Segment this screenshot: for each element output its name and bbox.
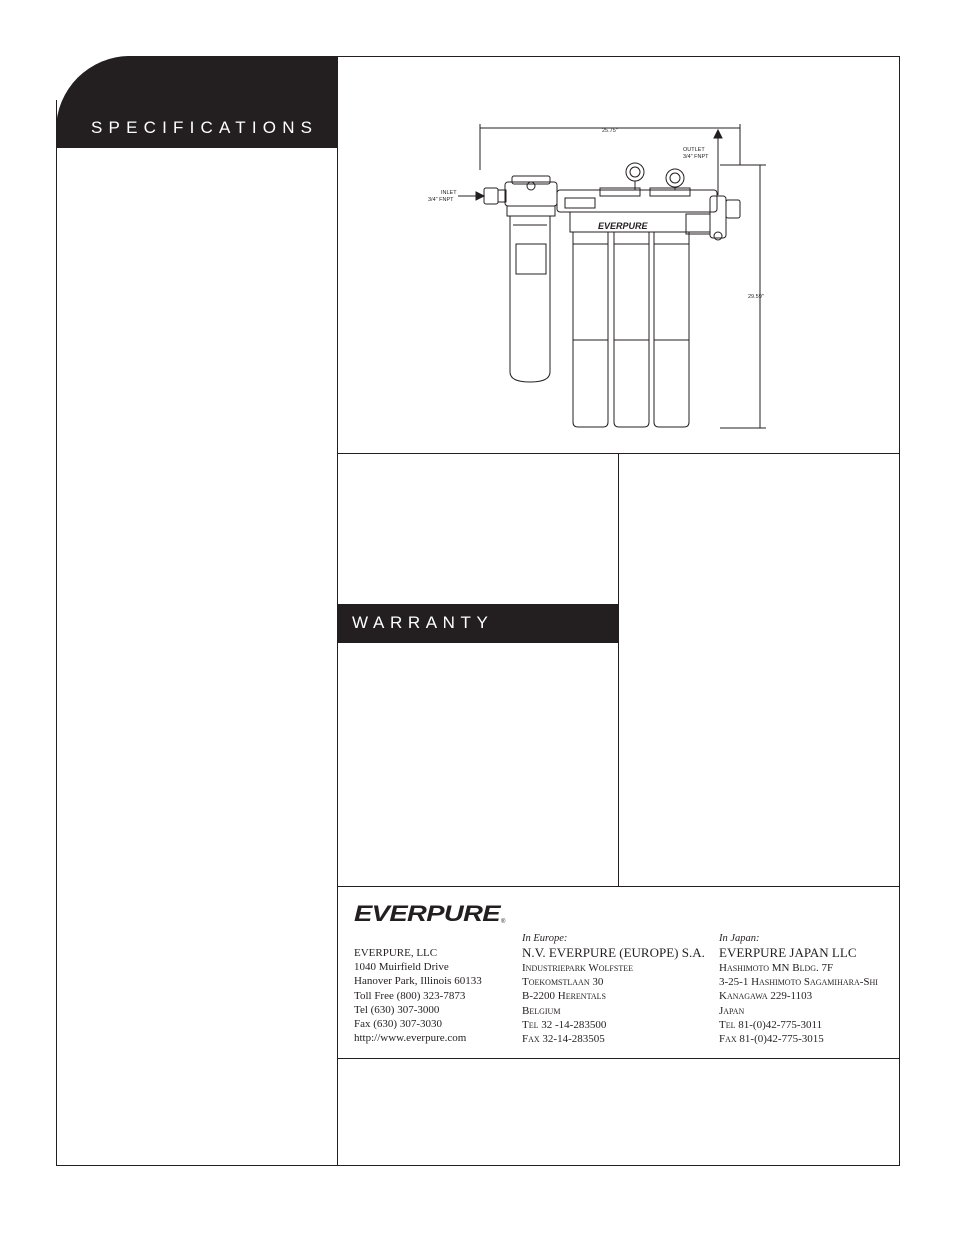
outlet-size-label: 3/4" FNPT: [683, 154, 709, 160]
europe-line: Belgium: [522, 1004, 561, 1017]
japan-address: [719, 933, 878, 1046]
japan-line: Japan: [719, 1004, 745, 1017]
unit-brand-label: EVERPURE: [598, 221, 648, 231]
width-dimension-label: 25.75": [602, 128, 618, 134]
japan-line: Hashimoto MN Bldg. 7F: [719, 962, 834, 974]
us-website-link[interactable]: http://www.everpure.com: [354, 1032, 467, 1045]
warranty-title: WARRANTY: [352, 613, 494, 632]
us-company: EVERPURE, LLC: [354, 947, 438, 959]
us-line: Tel (630) 307-3000: [354, 1003, 440, 1016]
japan-company: EVERPURE JAPAN LLC: [719, 945, 857, 960]
svg-text:®: ®: [501, 919, 506, 924]
japan-line: Fax 81-(0)42-775-3015: [719, 1033, 824, 1046]
inlet-size-label: 3/4" FNPT: [428, 197, 454, 203]
frame-right-line: [899, 56, 900, 1166]
inner-column-divider: [618, 453, 619, 886]
outlet-label: OUTLET: [683, 147, 705, 153]
europe-region-label: In Europe:: [522, 933, 568, 944]
us-line: Hanover Park, Illinois 60133: [354, 975, 482, 988]
us-address: [354, 946, 482, 1045]
europe-line: Industriepark Wolfstee: [522, 962, 633, 974]
frame-bottom-line: [56, 1165, 900, 1166]
europe-line: Fax 32-14-283505: [522, 1033, 605, 1046]
us-line: Fax (630) 307-3030: [354, 1018, 442, 1031]
europe-company: N.V. EVERPURE (EUROPE) S.A.: [522, 945, 705, 960]
specifications-title: SPECIFICATIONS: [91, 118, 319, 137]
inlet-label: INLET: [441, 190, 457, 196]
us-line: 1040 Muirfield Drive: [354, 961, 449, 974]
us-line: Toll Free (800) 323-7873: [354, 989, 466, 1002]
everpure-logo-text: EVERPURE: [354, 902, 503, 924]
europe-address: [522, 933, 705, 1046]
europe-line: B-2200 Herentals: [522, 990, 606, 1003]
height-dimension-label: 29.59": [748, 294, 764, 300]
footer-top-line: [337, 886, 900, 887]
japan-region-label: In Japan:: [719, 933, 760, 944]
footer-bottom-line: [337, 1058, 900, 1059]
europe-line: Toekomstlaan 30: [522, 976, 604, 989]
japan-line: 3-25-1 Hashimoto Sagamihara-Shi: [719, 976, 878, 989]
europe-line: Tel 32 -14-283500: [522, 1018, 607, 1031]
product-dimension-diagram: [338, 57, 899, 453]
japan-line: Kanagawa 229-1103: [719, 990, 813, 1003]
frame-left-line: [56, 100, 57, 1166]
japan-line: Tel 81-(0)42-775-3011: [719, 1018, 823, 1031]
everpure-logo: [354, 902, 508, 924]
